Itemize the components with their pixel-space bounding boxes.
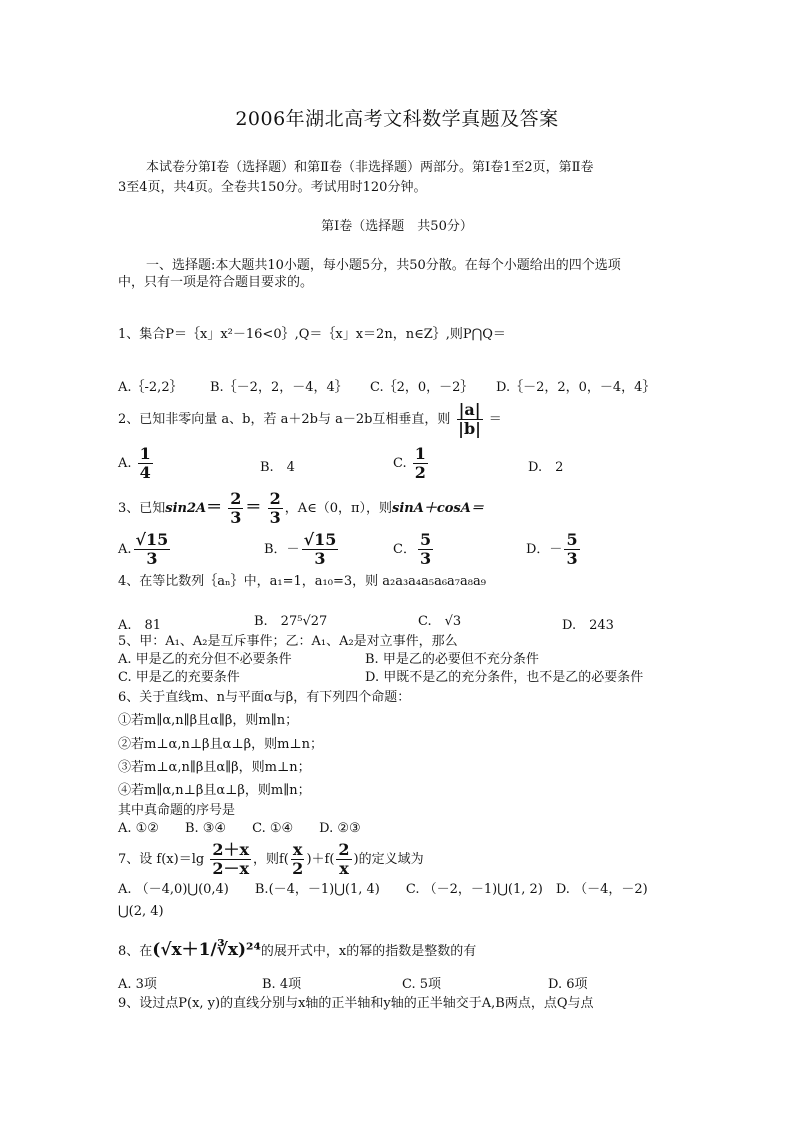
q8-option-d: D. 6项 — [548, 977, 588, 992]
q7-g1-num: x — [292, 840, 303, 859]
q2-a-label: A. — [118, 456, 132, 471]
q2-option-b: B. 4 — [260, 460, 295, 475]
q4-option-d: D. 243 — [562, 618, 614, 633]
q7-mid: ，则f( — [253, 852, 289, 867]
intro-line-1: 本试卷分第Ⅰ卷（选择题）和第Ⅱ卷（非选择题）两部分。第Ⅰ卷1至2页，第Ⅱ卷 — [146, 160, 594, 175]
q1-option-d: D.｛－2，2，0，－4，4｝ — [496, 380, 656, 395]
q3-c-fraction — [418, 531, 433, 568]
q6-prop-4: ④若m∥α,n⊥β且α⊥β，则m∥n； — [118, 783, 311, 798]
page-title: 2006年湖北高考文科数学真题及答案 — [235, 108, 559, 130]
q3-expr: sin2A — [165, 501, 207, 516]
q3-f2-den: 3 — [269, 508, 281, 527]
q3-eq2: ＝ — [245, 497, 262, 516]
q2-option-a — [118, 444, 155, 484]
q3-frac-2 — [268, 490, 283, 527]
q2-option-d: D. 2 — [528, 460, 564, 475]
q7-pre: 7、设 f(x)＝lg — [118, 852, 205, 867]
q3-b-label: B．－ — [264, 542, 300, 557]
q4-option-c: C. √3 — [418, 614, 462, 629]
q2-tail: ＝ — [488, 412, 502, 427]
q5-option-b: B. 甲是乙的必要但不充分条件 — [365, 652, 539, 667]
q2-ratio-fraction — [457, 401, 483, 438]
q6-prop-3: ③若m⊥α,n∥β且α∥β，则m⊥n； — [118, 760, 311, 775]
q3-expr2: sinA＋cosA＝ — [392, 501, 484, 516]
q2-c-fraction — [413, 445, 428, 482]
q1-option-c: C.｛2，0，－2｝ — [370, 380, 474, 395]
q5-option-d: D. 甲既不是乙的充分条件，也不是乙的必要条件 — [365, 670, 644, 685]
q4-stem: 4、在等比数列｛aₙ｝中，a₁=1，a₁₀=3，则 a₂a₃a₄a₅a₆a₇a₈a₉ — [118, 574, 486, 589]
q3-f1-den: 3 — [230, 508, 242, 527]
q7-g2-fraction — [336, 841, 351, 878]
q2-ratio-den: |b| — [458, 419, 481, 438]
q2-text: 2、已知非零向量 a、b，若 a＋2b与 a－2b互相垂直，则 — [118, 412, 451, 427]
q7-options-line-1: A. （－4,0)⋃(0,4) B.(－4，－1)⋃(1, 4) C. （－2，－1)⋃(1, 2) D. （－4，－2) — [118, 882, 648, 897]
q7-g2-den: x — [339, 859, 349, 878]
q7-g2-num: 2 — [338, 840, 350, 859]
q3-frac-1 — [228, 490, 243, 527]
q3-c-num: 5 — [419, 530, 432, 549]
q7-f-num: 2＋x — [212, 840, 249, 859]
q3-a-fraction — [134, 531, 171, 568]
q3-a-num: √15 — [135, 530, 169, 549]
q8-option-a: A. 3项 — [118, 977, 157, 992]
q2-ratio-num: |a| — [458, 400, 481, 419]
q5-option-c: C. 甲是乙的充要条件 — [118, 670, 240, 685]
q2-c-den: 2 — [414, 463, 426, 482]
q2-stem — [118, 398, 502, 442]
q4-option-a: A. 81 — [118, 618, 162, 633]
section1-line-1: 一、选择题:本大题共10小题，每小题5分，共50分散。在每个小题给出的四个选项 — [146, 258, 621, 273]
q3-eq1: ＝ — [206, 497, 223, 516]
q3-pre: 3、已知 — [118, 501, 166, 516]
q3-b-den: 3 — [314, 549, 326, 568]
q3-b-num: √15 — [303, 530, 337, 549]
q5-option-a: A. 甲是乙的充分但不必要条件 — [118, 652, 292, 667]
q6-stem: 6、关于直线m、n与平面α与β，有下列四个命题： — [118, 690, 411, 705]
q1-option-a: A.｛-2,2｝ — [118, 380, 183, 395]
q7-g1-den: 2 — [292, 859, 304, 878]
section1-line-2: 中，只有一项是符合题目要求的。 — [118, 275, 314, 290]
q7-options-line-2: ⋃(2, 4) — [118, 904, 164, 919]
q3-a-den: 3 — [146, 549, 158, 568]
q7-g1-fraction — [291, 841, 305, 878]
q6-prop-1: ①若m∥α,n∥β且α∥β，则m∥n； — [118, 713, 299, 728]
q4-option-b: B. 27⁵√27 — [254, 614, 328, 629]
q8-expr: (√x＋1/∛x)²⁴ — [152, 940, 261, 960]
q3-d-fraction — [564, 531, 579, 568]
q3-a-label: A. — [118, 542, 132, 557]
q2-option-c — [393, 444, 430, 484]
q7-f-den: 2－x — [212, 859, 249, 878]
q2-a-num: 1 — [139, 444, 151, 463]
q8-tail: 的展开式中，x的幂的指数是整数的有 — [260, 944, 477, 959]
q3-b-fraction — [302, 531, 339, 568]
intro-line-2: 3至4页，共4页。全卷共150分。考试用时120分钟。 — [118, 180, 427, 195]
q8-stem — [118, 930, 476, 970]
q3-c-label: C． — [393, 542, 416, 557]
q2-a-fraction — [138, 445, 153, 482]
q7-plus: )＋f( — [306, 852, 335, 867]
q3-d-num: 5 — [566, 530, 578, 549]
q6-options: A. ①② B. ③④ C. ①④ D. ②③ — [118, 821, 361, 836]
q8-pre: 8、在 — [118, 944, 153, 959]
q3-d-den: 3 — [566, 549, 578, 568]
q9-stem: 9、设过点P(x, y)的直线分别与x轴的正半轴和y轴的正半轴交于A,B两点，点Q与点 — [118, 996, 594, 1011]
q6-prop-2: ②若m⊥α,n⊥β且α⊥β，则m⊥n； — [118, 737, 324, 752]
q3-option-c — [393, 530, 435, 570]
q7-tail: )的定义域为 — [353, 852, 424, 867]
q3-option-d — [526, 530, 582, 570]
q8-option-c: C. 5项 — [402, 977, 442, 992]
part1-heading: 第Ⅰ卷（选择题 共50分） — [321, 219, 473, 234]
q2-c-label: C. — [393, 456, 407, 471]
q3-option-a — [118, 530, 172, 570]
q2-c-num: 1 — [414, 444, 426, 463]
q7-f-fraction — [210, 841, 251, 878]
q8-option-b: B. 4项 — [262, 977, 302, 992]
q3-d-label: D．－ — [526, 542, 563, 557]
q6-ask: 其中真命题的序号是 — [118, 803, 236, 818]
q1-option-b: B.｛－2，2，－4，4｝ — [210, 380, 348, 395]
q5-stem: 5、甲：A₁、A₂是互斥事件；乙：A₁、A₂是对立事件，那么 — [118, 634, 458, 649]
q7-stem — [118, 838, 424, 882]
q3-option-b — [264, 530, 340, 570]
q2-a-den: 4 — [139, 463, 151, 482]
q3-c-den: 3 — [419, 549, 432, 568]
q1-stem: 1、集合P＝｛x」x²－16<0｝,Q＝｛x」x＝2n，n∈Z｝,则P⋂Q＝ — [118, 327, 506, 342]
q3-f2-num: 2 — [269, 489, 281, 508]
q3-stem — [118, 487, 484, 527]
q3-mid: ，A∈（0，π），则 — [284, 501, 393, 516]
q3-f1-num: 2 — [230, 489, 242, 508]
